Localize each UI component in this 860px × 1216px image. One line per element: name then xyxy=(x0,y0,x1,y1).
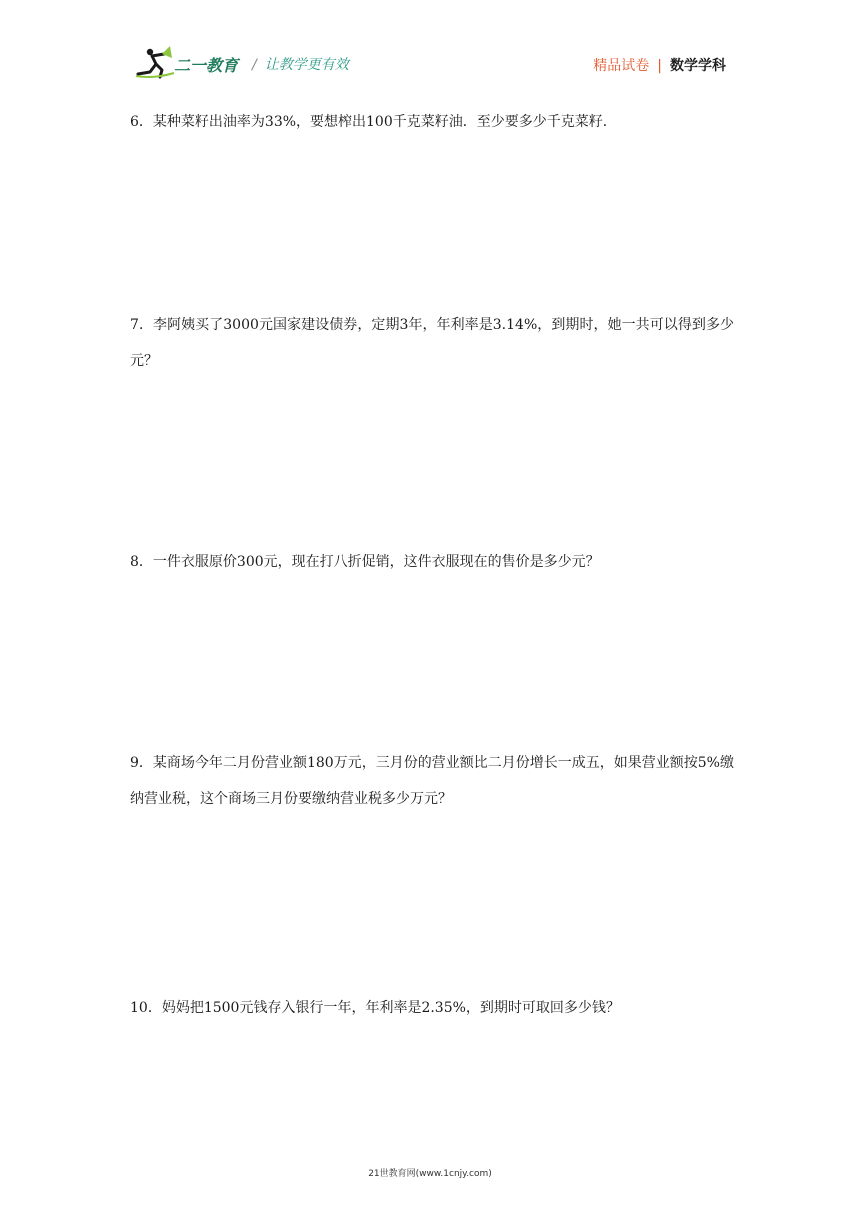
header-right xyxy=(593,55,726,75)
page-footer: 21世教育网(www.1cnjy.com) xyxy=(368,1169,492,1179)
question-7: 7．李阿姨买了3000元国家建设债券，定期3年，年利率是3.14%，到期时，她一共可以得到多少元？ xyxy=(130,317,734,369)
brand-logo xyxy=(134,44,244,80)
premium-tag: 精品试卷 xyxy=(593,58,650,74)
logo-text: 二一教育 xyxy=(174,56,239,75)
question-6: 6．某种菜籽出油率为33%，要想榨出100千克菜籽油．至少要多少千克菜籽． xyxy=(130,114,617,130)
subject-label: 数学学科 xyxy=(670,58,726,74)
slogan-slash: / xyxy=(252,57,257,73)
runner-icon xyxy=(136,46,174,77)
question-9: 9．某商场今年二月份营业额180万元，三月份的营业额比二月份增长一成五，如果营业额按5%缴纳营业税，这个商场三月份要缴纳营业税多少万元？ xyxy=(130,755,734,807)
header-separator: | xyxy=(657,58,662,74)
slogan xyxy=(252,54,349,74)
page-header xyxy=(0,0,860,90)
slogan-text: 让教学更有效 xyxy=(264,57,349,73)
question-8: 8．一件衣服原价300元，现在打八折促销，这件衣服现在的售价是多少元？ xyxy=(130,554,600,570)
question-10: 10．妈妈把1500元钱存入银行一年，年利率是2.35%，到期时可取回多少钱？ xyxy=(130,1000,620,1016)
